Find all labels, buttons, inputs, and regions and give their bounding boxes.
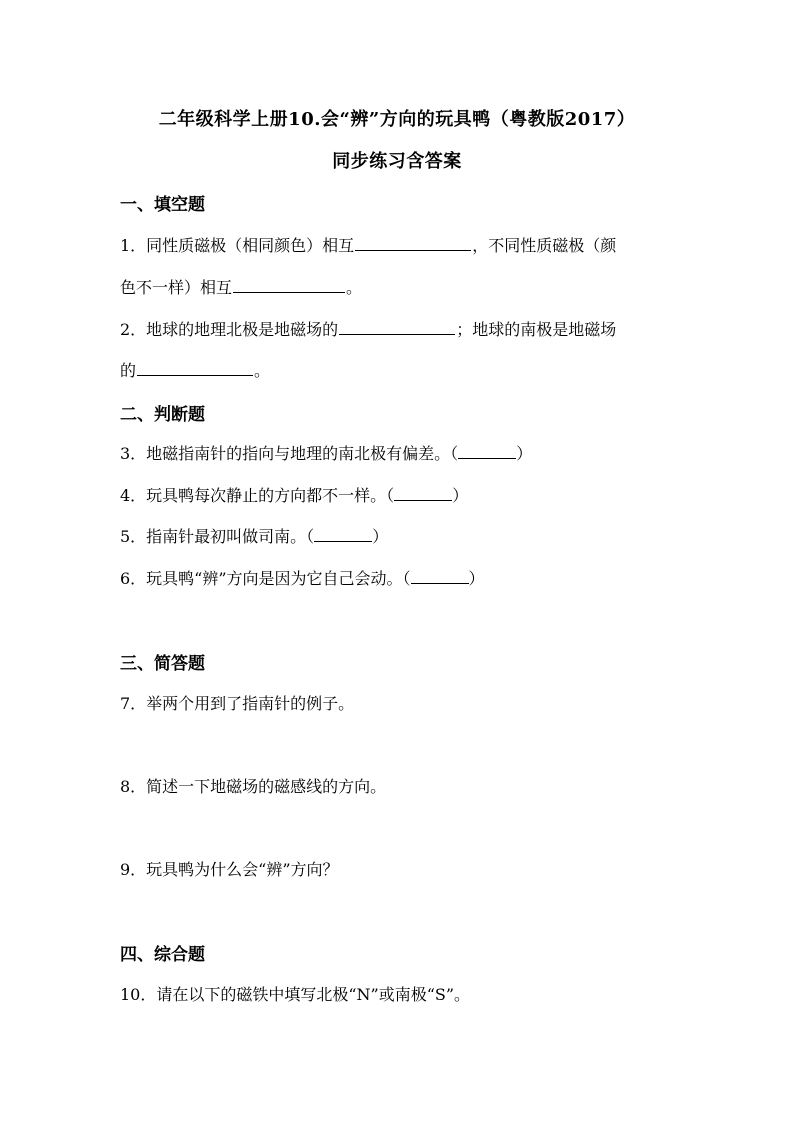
question-1-text-a: 1．同性质磁极（相同颜色）相互	[120, 236, 355, 255]
question-3-text: 3．地磁指南针的指向与地理的南北极有偏差。（	[120, 444, 459, 463]
question-2-text-b: ；地球的南极是地磁场	[456, 320, 617, 339]
question-1-text-d: 。	[346, 278, 363, 297]
question-1-blank-1[interactable]	[355, 233, 471, 251]
question-10: 10．请在以下的磁铁中填写北极“N”或南极“S”。	[120, 985, 471, 1004]
question-5-text: 5．指南针最初叫做司南。（	[120, 527, 315, 546]
section-fill-in-blank: 一、填空题	[120, 195, 205, 215]
section-true-false: 二、判断题	[120, 405, 205, 425]
question-1-blank-2[interactable]	[233, 275, 345, 293]
question-6-answer-blank[interactable]	[411, 566, 469, 584]
question-7: 7．举两个用到了指南针的例子。	[120, 694, 355, 713]
question-9: 9．玩具鸭为什么会“辨”方向？	[120, 860, 339, 879]
section-comprehensive: 四、综合题	[120, 945, 205, 965]
question-2-text-c: 的	[120, 361, 137, 380]
question-3	[120, 441, 532, 464]
question-1-line-1	[120, 233, 616, 256]
question-2-blank-2[interactable]	[137, 358, 253, 376]
question-6-close: ）	[468, 569, 485, 588]
question-2-blank-1[interactable]	[339, 317, 455, 335]
question-5	[120, 524, 388, 547]
question-1-line-2	[120, 275, 362, 298]
question-5-close: ）	[372, 527, 389, 546]
question-4-close: ）	[452, 486, 469, 505]
question-8: 8．简述一下地磁场的磁感线的方向。	[120, 777, 387, 796]
question-3-answer-blank[interactable]	[458, 441, 516, 459]
question-2-text-d: 。	[254, 361, 271, 380]
section-short-answer: 三、简答题	[120, 654, 205, 674]
question-5-answer-blank[interactable]	[314, 524, 372, 542]
question-1-text-b: ，不同性质磁极（颜	[472, 236, 617, 255]
question-2-line-1	[120, 317, 616, 340]
question-3-close: ）	[516, 444, 533, 463]
question-4	[120, 483, 468, 506]
question-6	[120, 566, 485, 589]
question-4-answer-blank[interactable]	[394, 483, 452, 501]
page-title: 二年级科学上册10.会“辨”方向的玩具鸭（粤教版2017）	[158, 109, 636, 130]
question-2-line-2	[120, 358, 270, 381]
page-subtitle: 同步练习含答案	[332, 151, 462, 172]
question-2-text-a: 2．地球的地理北极是地磁场的	[120, 320, 339, 339]
question-4-text: 4．玩具鸭每次静止的方向都不一样。（	[120, 486, 395, 505]
question-6-text: 6．玩具鸭“辨”方向是因为它自己会动。（	[120, 569, 411, 588]
question-1-text-c: 色不一样）相互	[120, 278, 233, 297]
